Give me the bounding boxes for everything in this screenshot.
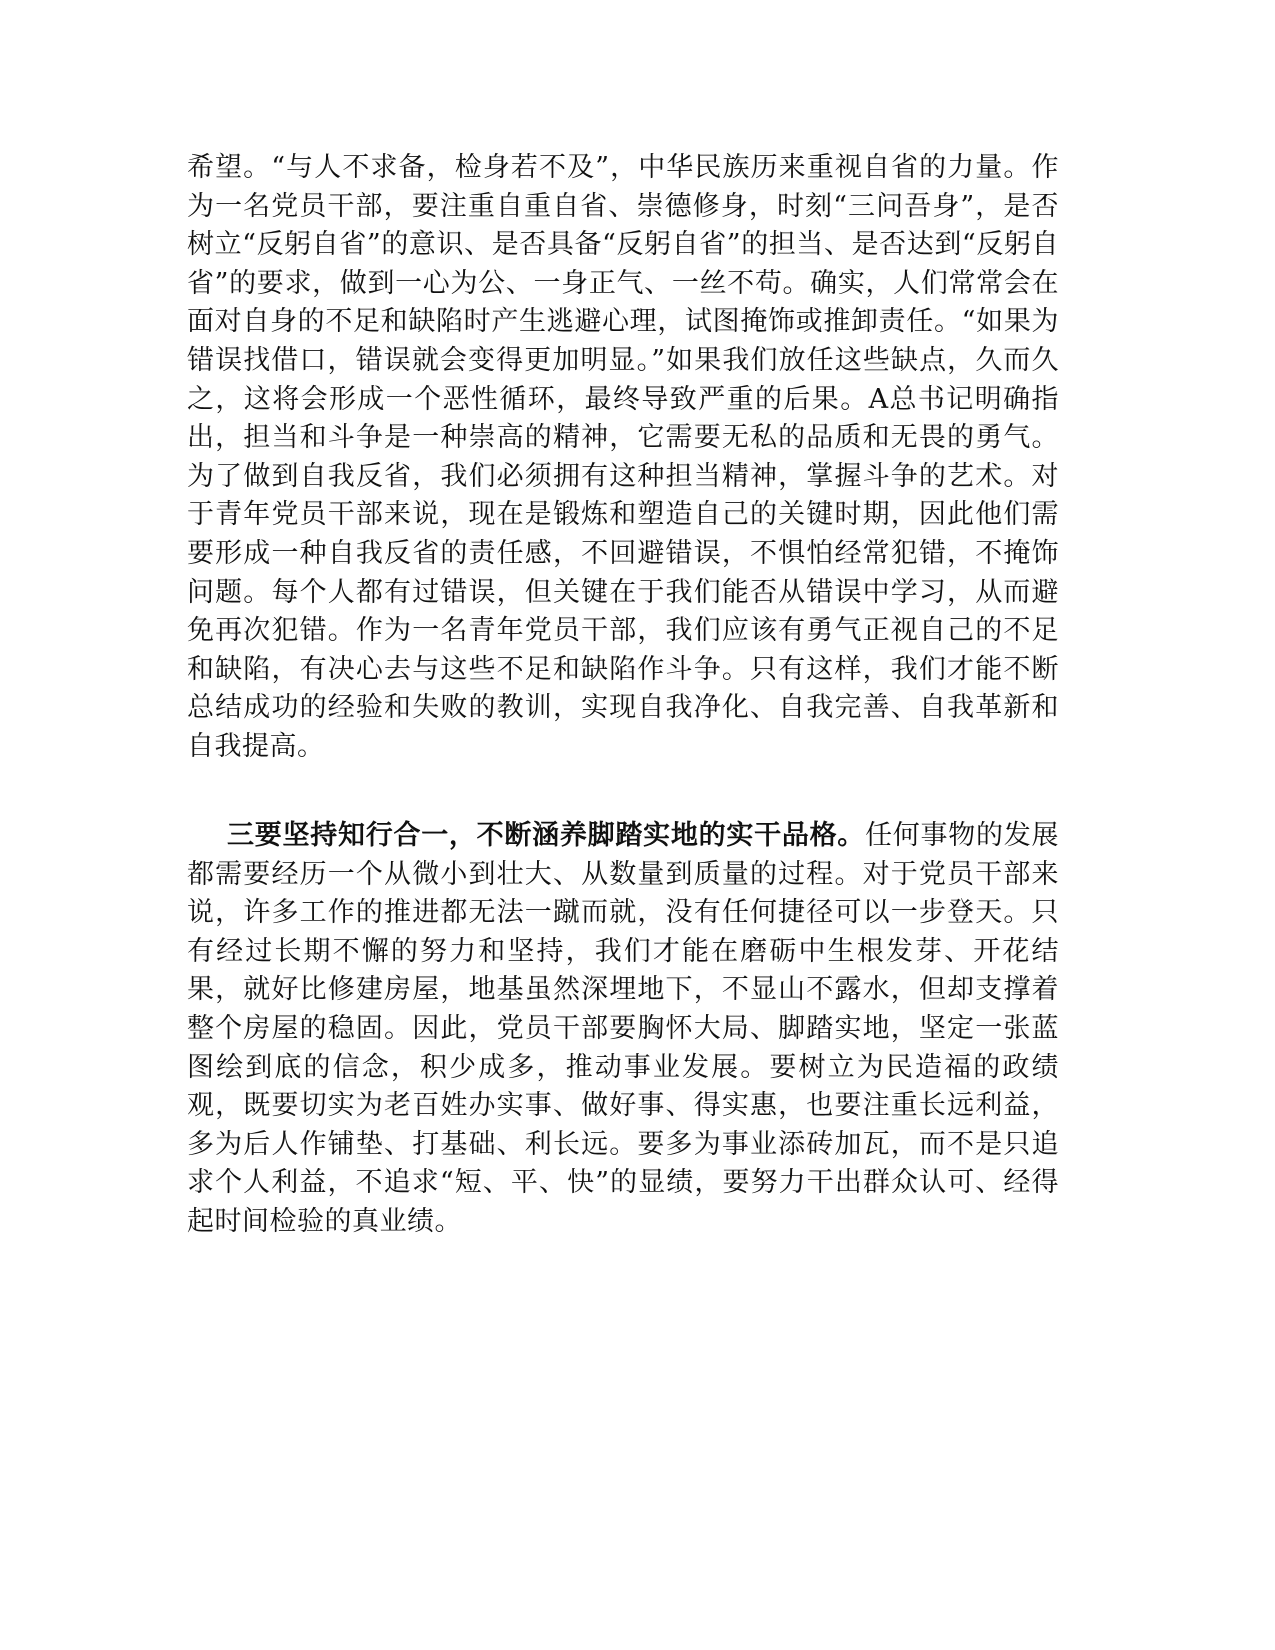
- paragraph-2-heading: 三要坚持知行合一，不断涵养脚踏实地的实干品格。: [227, 820, 866, 851]
- paragraph-2: [187, 817, 1059, 1242]
- paragraph-1: 希望。“与人不求备，检身若不及”，中华民族历来重视自省的力量。作为一名党员干部，要注重自重自省、崇德修身，时刻“三问吾身”，是否树立“反躬自省”的意识、是否具备“反躬自省”的担当、是否达到“反躬自省”的要求，做到一心为公、一身正气、一丝不苟。确实，人们常常会在面对自身的不足和缺陷时产生逃避心理，试图掩饰或推卸责任。“如果为错误找借口，错误就会变得更加明显。”如果我们放任这些缺点，久而久之，这将会形成一个恶性循环，最终导致严重的后果。A总书记明确指出，担当和斗争是一种崇高的精神，它需要无私的品质和无畏的勇气。为了做到自我反省，我们必须拥有这种担当精神，掌握斗争的艺术。对于青年党员干部来说，现在是锻炼和塑造自己的关键时期，因此他们需要形成一种自我反省的责任感，不回避错误，不惧怕经常犯错，不掩饰问题。每个人都有过错误，但关键在于我们能否从错误中学习，从而避免再次犯错。作为一名青年党员干部，我们应该有勇气正视自己的不足和缺陷，有决心去与这些不足和缺陷作斗争。只有这样，我们才能不断总结成功的经验和失败的教训，实现自我净化、自我完善、自我革新和自我提高。: [187, 152, 1059, 762]
- paragraph-2-body: 任何事物的发展都需要经历一个从微小到壮大、从数量到质量的过程。对于党员干部来说，许多工作的推进都无法一蹴而就，没有任何捷径可以一步登天。只有经过长期不懈的努力和坚持，我们才能在磨砺中生根发芽、开花结果，就好比修建房屋，地基虽然深埋地下，不显山不露水，但却支撑着整个房屋的稳固。因此，党员干部要胸怀大局、脚踏实地，坚定一张蓝图绘到底的信念，积少成多，推动事业发展。要树立为民造福的政绩观，既要切实为老百姓办实事、做好事、得实惠，也要注重长远利益，多为后人作铺垫、打基础、利长远。要多为事业添砖加瓦，而不是只追求个人利益，不追求“短、平、快”的显绩，要努力干出群众认可、经得起时间检验的真业绩。: [187, 820, 1060, 1237]
